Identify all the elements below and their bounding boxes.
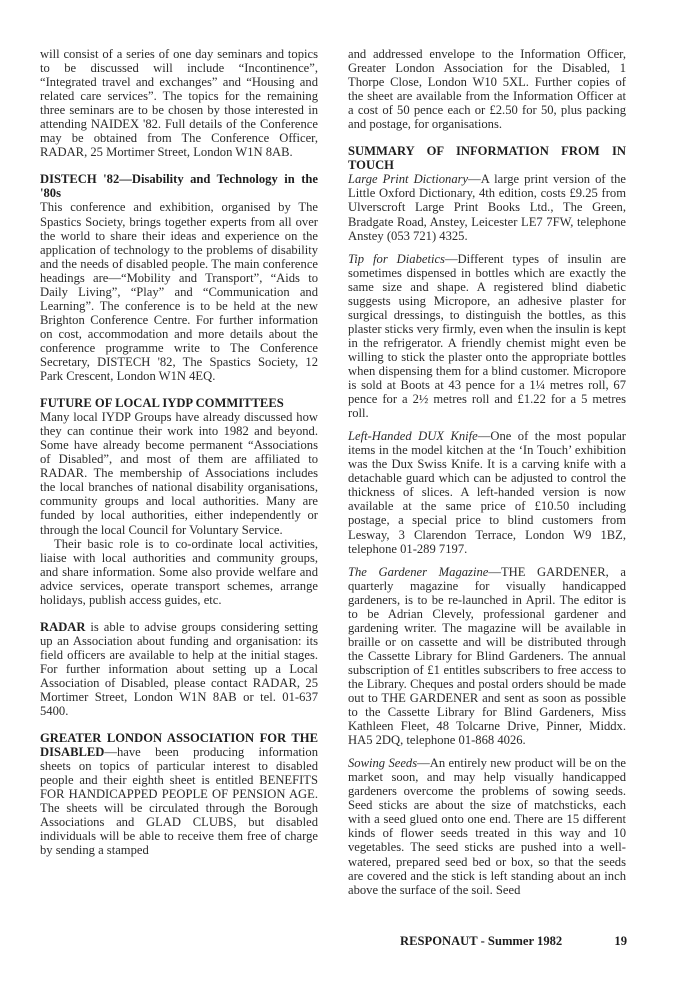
item-sowing-seeds [348, 756, 626, 896]
iydp-body-1: Many local IYDP Groups have already discussed how they can continue their work into 1982 and beyond. Some have already become permanent “Associations of Disabled”, and most of them are affiliated to RADAR. The membership of Associations includes the local branches of national disability organisations, community groups and local authorities. Many are funded by local authorities, either independently or through the local Council for Voluntary Service. [40, 410, 318, 537]
item-large-print-dictionary [348, 172, 626, 242]
item-left-handed-knife [348, 429, 626, 555]
summary-heading: SUMMARY OF INFORMATION FROM IN TOUCH [348, 144, 626, 173]
item-body: —THE GARDENER, a quarterly magazine for visually handicapped gardeners, is to be re-launched in April. The editor is to be Adrian Clevely, professional gardener and gardening writer. The magazine will be available in braille or on cassette and will be distributed through the Cassette Library for Blind Gardeners. The annual subscription of £1 entitles subscribers to free access to the Library. Cheques and postal orders should be made out to THE GARDENER and sent as soon as possible to the Cassette Library for Blind Gardeners, Miss Kathleen Fleet, 48 Tolcarne Drive, Pinner, Middx. HA5 2DQ, telephone 01-868 4026. [348, 564, 626, 748]
item-title: The Gardener Magazine [348, 564, 489, 579]
glad-body: —have been producing information sheets on topics of particular interest to disabled people and their eighth sheet is entitled BENEFITS FOR HANDICAPPED PEOPLE OF PENSION AGE. The sheets will be circulated through the Borough Associations and GLAD CLUBS, but disabled individuals will be able to receive them free of charge by sending a stamped [40, 745, 318, 858]
item-body: —Different types of insulin are sometimes dispensed in bottles which are exactly the same size and shape. A registered blind diabetic suggests using Micropore, an adhesive plaster for surgical dressings, to distinguish the bottles, as this plaster sticks very firmly, even when the insulin is kept in the refrigerator. A friendly chemist might even be willing to stick the plaster onto the appropriate bottles when dispensing them for a blind customer. Micropore is sold at Boots at 43 pence for a 1¼ metres roll, 67 pence for a 2½ metres roll and £1.22 for a 5 metres roll. [348, 251, 626, 421]
distech-body: This conference and exhibition, organised by The Spastics Society, brings together experts from all over the world to share their ideas and experience on the application of technology to the problems of disability and the needs of disabled people. The main conference headings are—“Mobility and Transport”, “Aids to Daily Living”, “Play” and “Communication and Learning”. The conference is to be held at the new Brighton Conference Centre. For further information on cost, accommodation and more details about the conference programme write to The Conference Secretary, DISTECH '82, The Spastics Society, 12 Park Crescent, London W1N 4EQ. [40, 200, 318, 384]
page-footer [400, 934, 627, 949]
radar-lead: RADAR [40, 619, 86, 634]
item-title: Sowing Seeds [348, 756, 418, 771]
left-column [40, 47, 318, 858]
page-number: 19 [614, 934, 627, 948]
glad-lead: GREATER LONDON ASSOCIATION FOR THE DISABLED [40, 731, 318, 760]
glad-continuation: and addressed envelope to the Information Officer, Greater London Association for the Disabled, 1 Thorpe Close, London W10 5XL. Further copies of the sheet are available from the Information Officer at a cost of 50 pence each or £2.50 for 50, plus packing and postage, for organisations. [348, 47, 626, 132]
item-gardener-magazine [348, 565, 626, 748]
right-column [348, 47, 626, 897]
radar-body: is able to advise groups considering setting up an Association about funding and organisation: its field officers are available to help at the initial stages. For further information about setting up a Local Association of Disabled, please contact RADAR, 25 Mortimer Street, London W1N 8AB or tel. 01-637 5400. [40, 619, 318, 719]
iydp-heading: FUTURE OF LOCAL IYDP COMMITTEES [40, 396, 284, 411]
iydp-body-2: Their basic role is to co-ordinate local activities, liaise with local authorities and community groups, and share information. Some also provide welfare and advice services, operate transport schemes, arrange holidays, publish access guides, etc. [40, 536, 318, 607]
distech-heading: DISTECH '82—Disability and Technology in the '80s [40, 172, 318, 201]
naidex-continuation: will consist of a series of one day seminars and topics to be discussed will include “Incontinence”, “Integrated travel and exchanges” and “Housing and related care services”. The topics for the remaining three seminars are to be chosen by those interested in attending NAIDEX '82. Full details of the Conference may be obtained from The Conference Officer, RADAR, 25 Mortimer Street, London W1N 8AB. [40, 47, 318, 160]
publication-title: RESPONAUT - Summer 1982 [400, 934, 563, 948]
item-body: —One of the most popular items in the model kitchen at the ‘In Touch’ exhibition was the Dux Swiss Knife. It is a carving knife with a detachable guard which can be adjusted to control the thickness of slices. A left-handed version is now available at the same price of £10.50 including postage, a special price to blind customers from Lesway, 3 Clarendon Terrace, London W9 1BZ, telephone 01-289 7197. [348, 429, 626, 556]
item-title: Large Print Dictionary [348, 172, 469, 187]
item-title: Left-Handed DUX Knife [348, 429, 478, 444]
item-tip-for-diabetics [348, 252, 626, 421]
item-title: Tip for Diabetics [348, 251, 445, 266]
item-body: —A large print version of the Little Oxford Dictionary, 4th edition, costs £9.25 from Ulverscroft Large Print Books Ltd., The Green, Bradgate Road, Anstey, Leicester LE7 7FW, telephone Anstey (053 721) 4325. [348, 172, 626, 243]
item-body: —An entirely new product will be on the market soon, and may help visually handicapped gardeners overcome the problems of sowing seeds. Seed sticks are about the size of matchsticks, each with a seed glued onto one end. There are 15 different kinds of flower seeds treated in this way and 10 vegetables. The seed sticks are pushed into a well-watered, prepared seed bed or box, so that the seeds are covered and the stick is left standing about an inch above the surface of the soil. Seed [348, 756, 626, 897]
radar-paragraph [40, 620, 318, 718]
glad-paragraph [40, 731, 318, 857]
